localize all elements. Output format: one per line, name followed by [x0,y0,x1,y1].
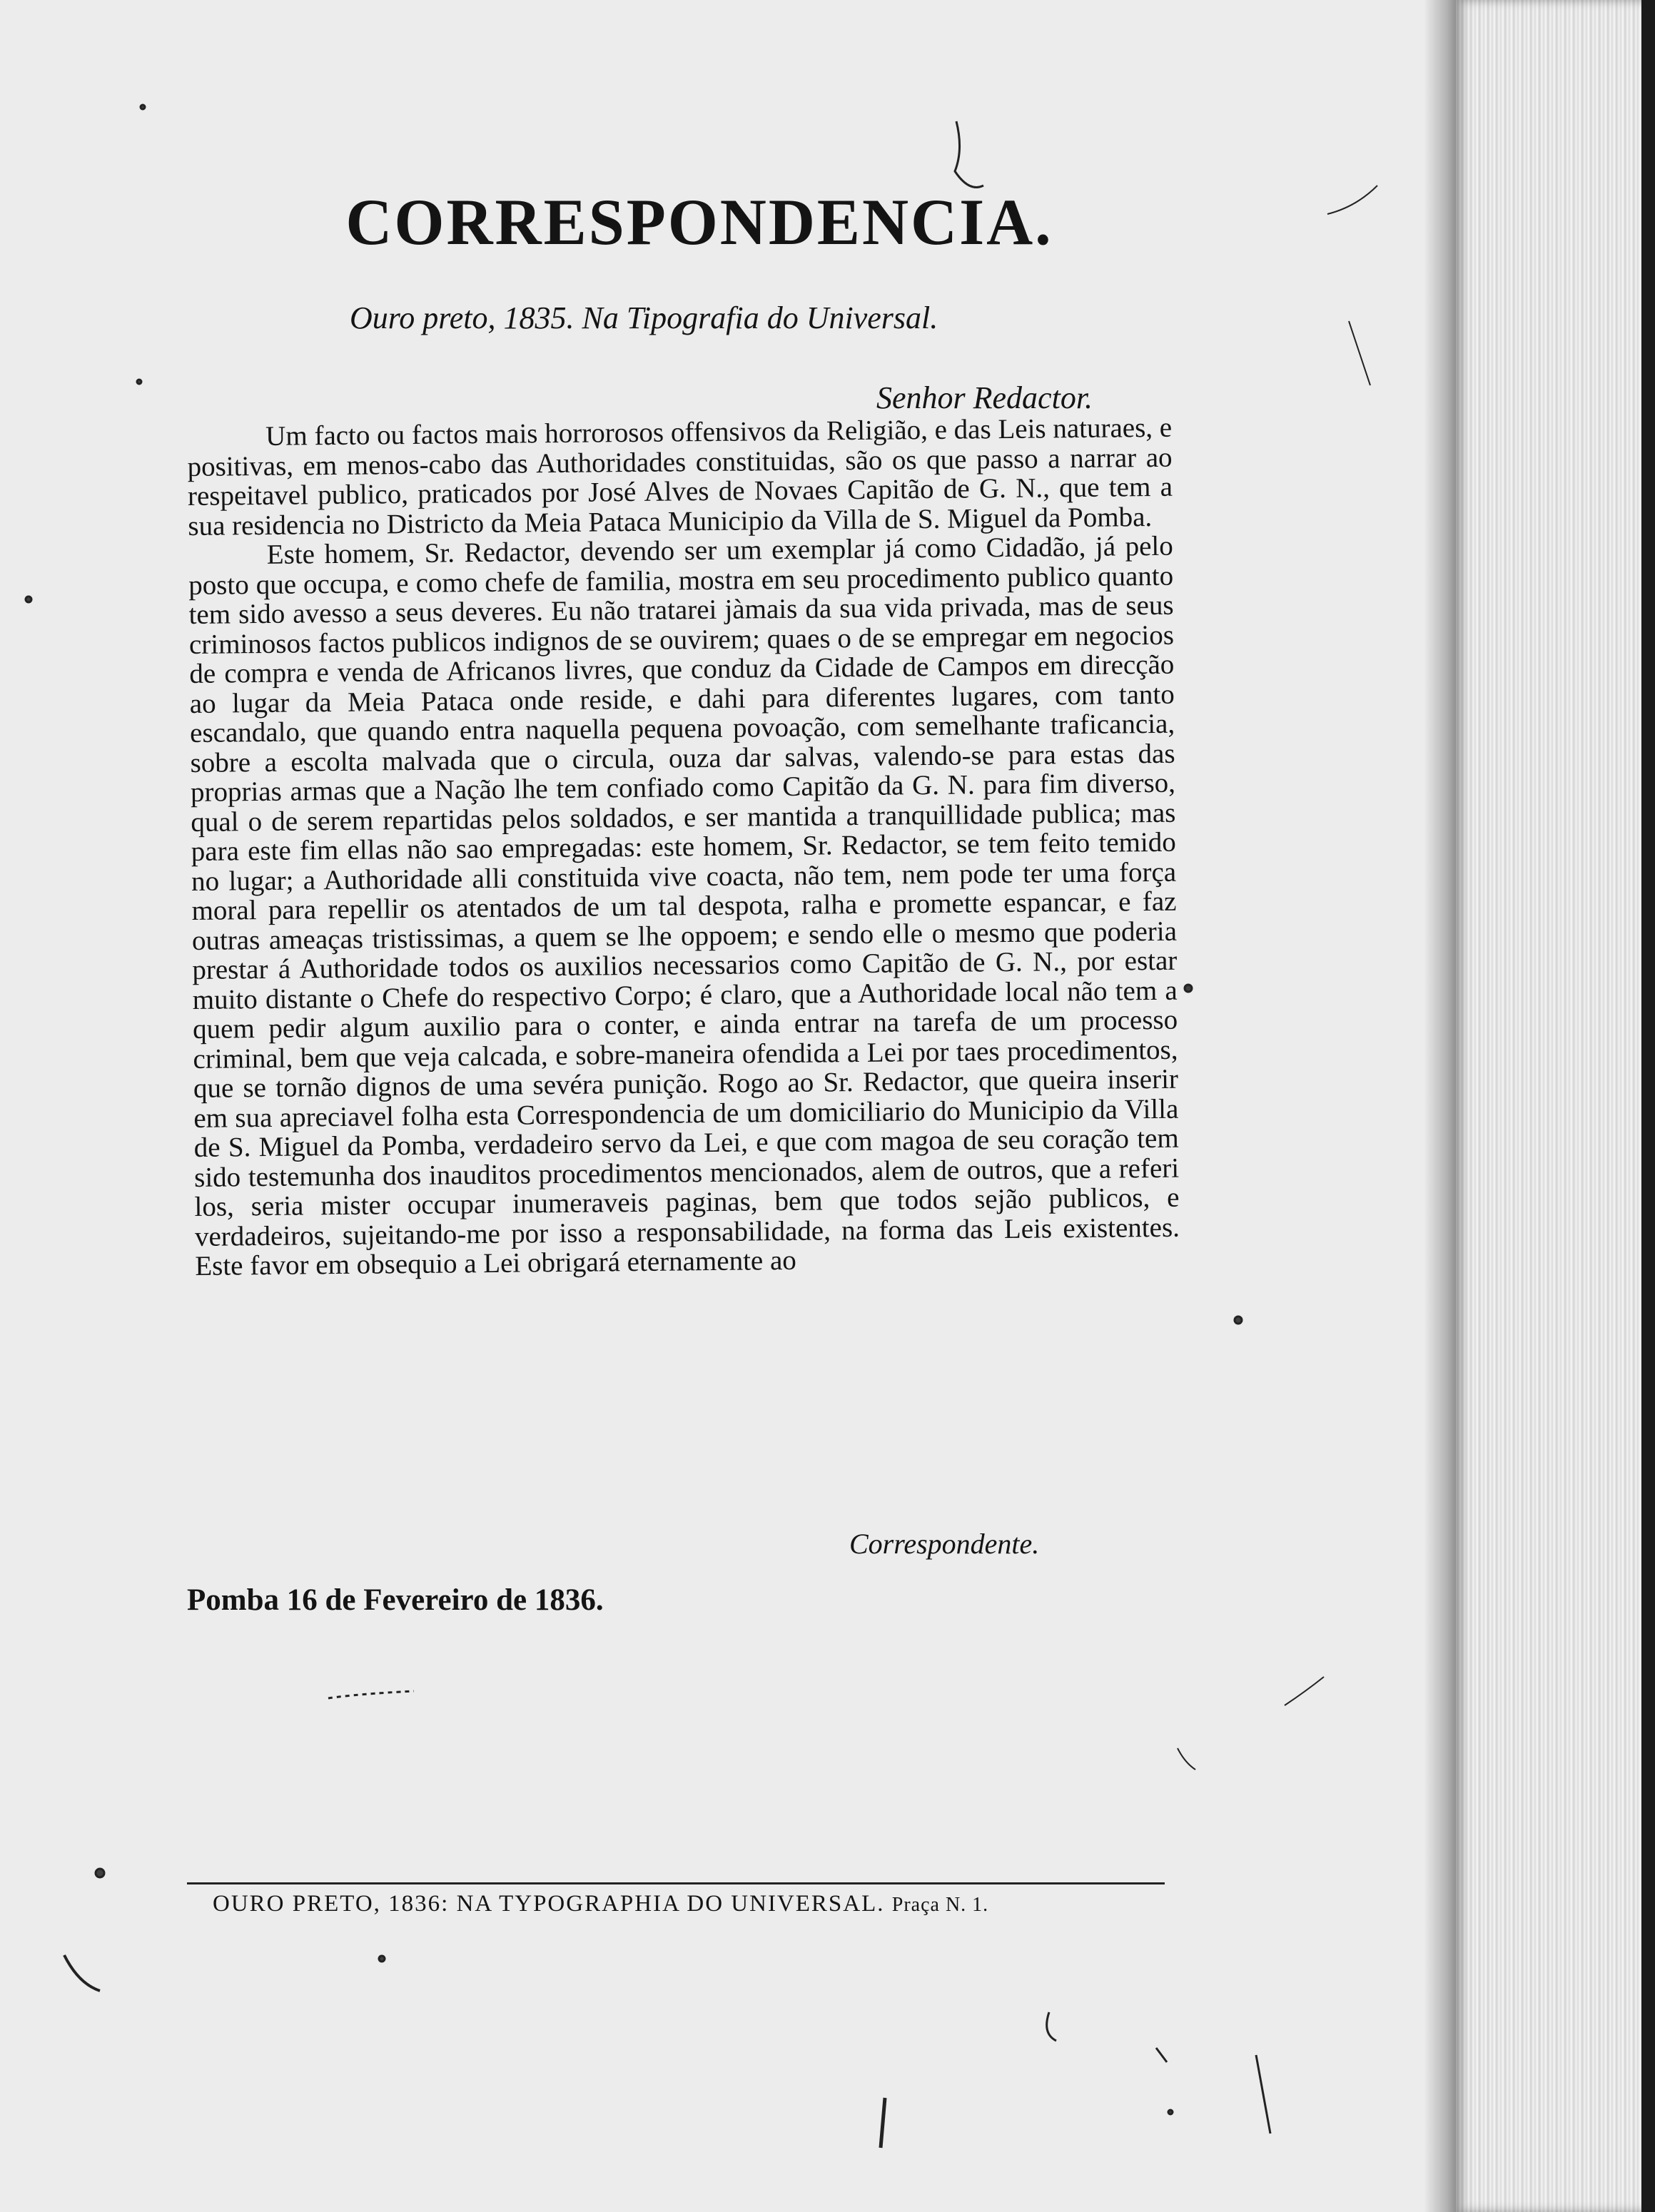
letter-body [187,413,1180,1282]
imprint-line: Ouro preto, 1835. Na Tipografia do Universal. [350,300,938,335]
book-spine-edge [1641,0,1655,2212]
footer-imprint-main: OURO PRETO, 1836: NA TYPOGRAPHIA DO UNIVERSAL. [213,1891,885,1917]
paragraph-2: Este homem, Sr. Redactor, devendo ser um exemplar já como Cidadão, já pelo posto que occupa, e como chefe de familia, mostra em seu procedimento publico quanto tem sido avesso a seus deveres. Eu não tratarei jàmais da sua vida privada, mas de seus criminosos factos publicos indignos de se ouvirem; quaes o de se empregar em negocios de compra e venda de Africanos livres, que conduz da Cidade de Campos em direcção ao lugar da Meia Pataca onde reside, e dahi para diferentes lugares, com tanto escandalo, que quando entra naquella pequena povoação, com semelhante traficancia, sobre a escolta malvada que o circula, ouza dar salvas, valendo-se para estas das proprias armas que a Nação lhe tem confiado como Capitão da G. N. para fim diverso, qual o de serem repartidas pelos soldados, e ser mantida a tranquillidade publica; mas para este fim ellas não sao empregadas: este homem, Sr. Redactor, se tem feito temido no lugar; a Authoridade alli constituida vive coacta, não tem, nem pode ter uma força moral para repellir os atentados de um tal despota, ralha e promette espancar, e faz outras ameaças tristissimas, a quem se lhe oppoem; e sendo elle o mesmo que poderia prestar á Authoridade todos os auxilios necessarios como Capitão de G. N., por estar muito distante o Chefe do respectivo Corpo; é claro, que a Authoridade local não tem a quem pedir algum auxilio para o conter, e ainda entrar na tarefa de um processo criminal, bem que veja calcada, e sobre-maneira ofendida a Lei por taes procedimentos, que se tornão dignos de uma sevéra punição. Rogo ao Sr. Redactor, que queira inserir em sua apreciavel folha esta Correspondencia de um domiciliario do Municipio da Villa de S. Miguel da Pomba, verdadeiro servo da Lei, e que com magoa de seu coração tem sido testemunha dos inauditos procedimentos mencionados, alem de outros, que a referi los, seria mister occupar inumeraveis paginas, bem que todos sejão publicos, e verdadeiros, sujeitando-me por isso a responsabilidade, na forma das Leis existentes. Este favor em obsequio a Lei obrigará eternamente ao [188,530,1180,1282]
dateline: Pomba 16 de Fevereiro de 1836. [187,1583,604,1617]
footer-imprint-tail: Praça N. 1. [891,1894,989,1916]
footer-imprint [213,1891,1155,1917]
paragraph-1: Um facto ou factos mais horrorosos offensivos da Religião, e das Leis naturaes, e positivas, em menos-cabo das Authoridades constituidas, são os que passo a narrar ao respeitavel publico, praticados por José Alves de Novaes Capitão de G. N., que tem a sua residencia no Districto da Meia Pataca Municipio da Villa de S. Miguel da Pomba. [187,412,1173,542]
document-title: CORRESPONDENCIA. [345,186,1053,258]
book-page-edges [1456,0,1655,2212]
signature: Correspondente. [849,1528,1040,1560]
footer-rule [187,1882,1165,1884]
salutation: Senhor Redactor. [876,380,1093,415]
